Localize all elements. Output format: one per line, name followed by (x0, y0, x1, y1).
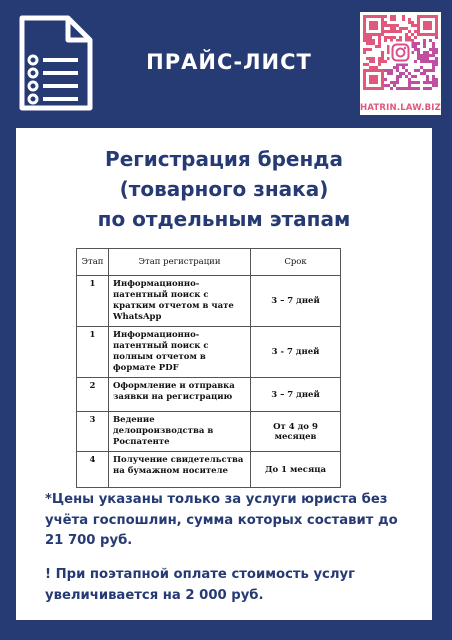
stage-name: Получение свидетельства на бумажном носителе (109, 452, 251, 488)
qr-module (381, 54, 384, 57)
qr-module (420, 60, 423, 63)
table-cell (341, 452, 350, 488)
qr-module (384, 36, 387, 39)
qr-module (435, 57, 438, 60)
qr-module (417, 48, 420, 51)
qr-module (387, 30, 390, 33)
qr-module (414, 81, 417, 84)
staged-payment-note: ! При поэтапной оплате стоимость услуг увеличивается на 2 000 руб. (45, 567, 356, 603)
qr-module (426, 54, 429, 57)
table-header-row (77, 249, 350, 276)
qr-module (420, 72, 423, 75)
heading-line: Регистрация бренда (105, 147, 343, 171)
qr-module (393, 27, 396, 30)
qr-module (432, 51, 435, 54)
qr-module (378, 36, 381, 39)
qr-module (396, 78, 399, 81)
qr-module (435, 36, 438, 39)
qr-module (399, 87, 402, 90)
qr-module (423, 57, 426, 60)
qr-module (396, 87, 399, 90)
stage-term: 3 – 7 дней (251, 276, 341, 327)
qr-module (399, 30, 402, 33)
qr-module (426, 51, 429, 54)
qr-module (393, 81, 396, 84)
qr-module (390, 81, 393, 84)
qr-module (390, 36, 393, 39)
qr-module (432, 48, 435, 51)
qr-module (408, 72, 411, 75)
stage-number: 2 (77, 378, 109, 412)
qr-module (366, 57, 369, 60)
qr-module (423, 54, 426, 57)
qr-module (417, 51, 420, 54)
qr-code[interactable] (360, 12, 441, 115)
qr-module (396, 66, 399, 69)
qr-module (405, 36, 408, 39)
table-row (77, 276, 350, 327)
table-cell (341, 276, 350, 327)
qr-module (384, 69, 387, 72)
page-title: ПРАЙС-ЛИСТ (146, 50, 312, 74)
qr-module (375, 45, 378, 48)
qr-module (396, 81, 399, 84)
qr-module (390, 69, 393, 72)
qr-module (399, 75, 402, 78)
qr-module (372, 39, 375, 42)
website-link[interactable]: HATRIN.LAW.BIZ (360, 103, 442, 113)
card-heading (16, 144, 432, 234)
qr-module (402, 27, 405, 30)
qr-module (435, 63, 438, 66)
qr-module (426, 60, 429, 63)
qr-module (420, 57, 423, 60)
qr-module (363, 36, 366, 39)
qr-module (429, 60, 432, 63)
qr-module (402, 87, 405, 90)
column-header: Этап регистрации (109, 249, 251, 276)
qr-module (435, 60, 438, 63)
qr-module (435, 81, 438, 84)
qr-module (420, 54, 423, 57)
qr-module (429, 54, 432, 57)
qr-module (372, 42, 375, 45)
qr-module (393, 30, 396, 33)
qr-module (432, 84, 435, 87)
qr-module (435, 48, 438, 51)
qr-module (435, 51, 438, 54)
qr-module (372, 66, 375, 69)
qr-module (423, 60, 426, 63)
table-cell (341, 327, 350, 378)
qr-module (390, 18, 393, 21)
qr-module (384, 24, 387, 27)
qr-module (414, 60, 417, 63)
heading-line: (товарного знака) (119, 177, 329, 201)
qr-module (387, 69, 390, 72)
qr-module (426, 57, 429, 60)
qr-module (369, 66, 372, 69)
qr-module (417, 81, 420, 84)
qr-module (408, 87, 411, 90)
qr-module (417, 42, 420, 45)
column-header: Этап (77, 249, 109, 276)
qr-module (423, 51, 426, 54)
qr-module (429, 39, 432, 42)
qr-module (384, 15, 387, 18)
qr-finder (369, 75, 378, 84)
qr-module (402, 18, 405, 21)
qr-module (432, 63, 435, 66)
qr-module (414, 30, 417, 33)
qr-finder (423, 21, 432, 30)
qr-module (369, 57, 372, 60)
qr-module (387, 84, 390, 87)
qr-module (384, 21, 387, 24)
qr-module (414, 69, 417, 72)
qr-finder (369, 21, 378, 30)
qr-module (390, 72, 393, 75)
qr-module (375, 66, 378, 69)
qr-module (399, 36, 402, 39)
qr-module (411, 75, 414, 78)
table-row (77, 452, 350, 488)
qr-module (384, 60, 387, 63)
qr-module (429, 48, 432, 51)
qr-module (369, 36, 372, 39)
qr-module (381, 51, 384, 54)
qr-module (402, 15, 405, 18)
qr-module (432, 81, 435, 84)
stage-number: 4 (77, 452, 109, 488)
qr-module (369, 48, 372, 51)
qr-module (366, 42, 369, 45)
qr-module (408, 84, 411, 87)
qr-module (363, 39, 366, 42)
qr-module (384, 30, 387, 33)
stage-name: Информационно-патентный поиск с кратким отчетом в чате WhatsApp (109, 276, 251, 327)
qr-module (366, 63, 369, 66)
qr-module (402, 72, 405, 75)
qr-module (435, 84, 438, 87)
stage-number: 1 (77, 327, 109, 378)
qr-module (414, 36, 417, 39)
table-cell (341, 412, 350, 452)
qr-module (366, 39, 369, 42)
qr-module (420, 66, 423, 69)
qr-module (417, 69, 420, 72)
qr-module (393, 66, 396, 69)
qr-module (393, 24, 396, 27)
qr-module (405, 69, 408, 72)
qr-module (417, 54, 420, 57)
price-table (76, 248, 349, 488)
qr-module (432, 66, 435, 69)
qr-module (393, 15, 396, 18)
qr-module (432, 42, 435, 45)
qr-module (432, 78, 435, 81)
stage-term: 3 - 7 дней (251, 327, 341, 378)
qr-module (417, 87, 420, 90)
qr-module (414, 45, 417, 48)
qr-module (423, 81, 426, 84)
stage-name: Ведение делопроизводства в Роспатенте (109, 412, 251, 452)
qr-module (399, 27, 402, 30)
qr-module (435, 78, 438, 81)
table-row (77, 412, 350, 452)
qr-module (378, 45, 381, 48)
qr-module (396, 30, 399, 33)
qr-module (378, 42, 381, 45)
qr-module (423, 87, 426, 90)
qr-module (393, 84, 396, 87)
qr-module (426, 78, 429, 81)
qr-module (402, 66, 405, 69)
qr-module (408, 78, 411, 81)
qr-module (387, 36, 390, 39)
qr-module (429, 69, 432, 72)
qr-module (408, 18, 411, 21)
stage-number: 1 (77, 276, 109, 327)
qr-module (429, 81, 432, 84)
table-cell (341, 378, 350, 412)
qr-module (369, 60, 372, 63)
qr-module (426, 87, 429, 90)
qr-module (390, 30, 393, 33)
qr-module (378, 60, 381, 63)
stage-name: Информационно-патентный поиск с полным отчетом в формате PDF (109, 327, 251, 378)
qr-module (390, 24, 393, 27)
qr-module (408, 81, 411, 84)
qr-module (378, 63, 381, 66)
qr-module (423, 39, 426, 42)
qr-module (432, 69, 435, 72)
table-row (77, 327, 350, 378)
qr-module (369, 42, 372, 45)
qr-module (378, 39, 381, 42)
qr-module (396, 75, 399, 78)
qr-module (372, 60, 375, 63)
qr-module (411, 33, 414, 36)
qr-module (396, 69, 399, 72)
qr-module (411, 21, 414, 24)
qr-module (384, 78, 387, 81)
qr-module (366, 48, 369, 51)
instagram-icon (390, 42, 412, 64)
qr-module (372, 57, 375, 60)
qr-module (414, 75, 417, 78)
qr-module (405, 87, 408, 90)
qr-module (393, 36, 396, 39)
qr-module (381, 57, 384, 60)
qr-module (369, 39, 372, 42)
qr-module (405, 27, 408, 30)
qr-module (366, 36, 369, 39)
qr-module (390, 27, 393, 30)
qr-module (405, 75, 408, 78)
qr-module (426, 75, 429, 78)
stage-name: Оформление и отправка заявки на регистрацию (109, 378, 251, 412)
qr-code-icon (362, 14, 439, 100)
qr-module (390, 15, 393, 18)
qr-module (378, 57, 381, 60)
qr-module (414, 48, 417, 51)
qr-module (408, 36, 411, 39)
qr-module (411, 81, 414, 84)
qr-module (381, 60, 384, 63)
qr-module (363, 48, 366, 51)
qr-module (426, 81, 429, 84)
price-note: *Цены указаны только за услуги юриста без учёта госпошлин, сумма которых составит до 21 700 руб. (45, 492, 398, 548)
stage-term: До 1 месяца (251, 452, 341, 488)
qr-module (417, 57, 420, 60)
table-row (77, 378, 350, 412)
qr-module (393, 18, 396, 21)
qr-module (411, 87, 414, 90)
qr-module (423, 42, 426, 45)
qr-module (423, 45, 426, 48)
qr-module (363, 51, 366, 54)
qr-module (423, 69, 426, 72)
qr-module (414, 24, 417, 27)
qr-module (390, 87, 393, 90)
qr-module (432, 75, 435, 78)
qr-module (363, 63, 366, 66)
qr-module (408, 21, 411, 24)
qr-module (387, 72, 390, 75)
qr-module (405, 33, 408, 36)
qr-module (432, 45, 435, 48)
document-list-icon (18, 14, 94, 112)
heading-line: по отдельным этапам (97, 207, 351, 231)
stage-term: От 4 до 9 месяцев (251, 412, 341, 452)
table-cell (341, 249, 350, 276)
qr-module (432, 60, 435, 63)
qr-module (426, 69, 429, 72)
qr-module (399, 72, 402, 75)
qr-module (414, 42, 417, 45)
qr-module (387, 24, 390, 27)
qr-module (411, 24, 414, 27)
qr-module (414, 87, 417, 90)
stage-term: 3 – 7 дней (251, 378, 341, 412)
stage-number: 3 (77, 412, 109, 452)
column-header: Срок (251, 249, 341, 276)
qr-module (432, 54, 435, 57)
qr-module (396, 24, 399, 27)
qr-module (429, 87, 432, 90)
qr-module (408, 30, 411, 33)
qr-module (384, 84, 387, 87)
qr-module (384, 39, 387, 42)
qr-module (423, 72, 426, 75)
